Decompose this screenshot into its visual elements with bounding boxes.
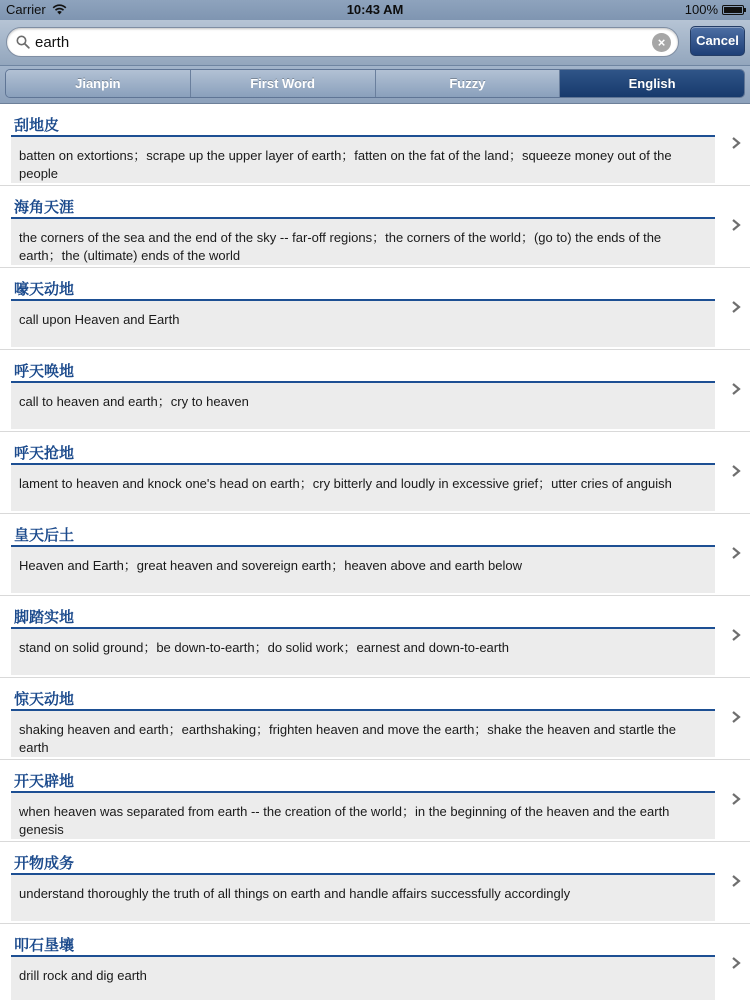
result-definition: Heaven and Earth；great heaven and sovereign earth；heaven above and earth below: [11, 547, 715, 593]
clock: 10:43 AM: [346, 2, 404, 17]
chevron-right-icon: [729, 136, 743, 150]
result-definition: drill rock and dig earth: [11, 957, 715, 1000]
result-definition: the corners of the sea and the end of the sky -- far-off regions；the corners of the world；(go to) the ends of the earth；the (ultimate) ends of the world: [11, 219, 715, 265]
battery-group: [685, 2, 744, 17]
cancel-button[interactable]: Cancel: [690, 26, 745, 56]
result-definition: batten on extortions；scrape up the upper layer of earth；fatten on the fat of the land；squeeze money out of the people: [11, 137, 715, 183]
result-word: 开物成务: [14, 854, 75, 872]
chevron-right-icon: [729, 464, 743, 478]
result-row[interactable]: [0, 350, 750, 432]
battery-icon: [722, 5, 744, 15]
result-row[interactable]: [0, 842, 750, 924]
status-bar: [0, 0, 750, 20]
segment-first-word[interactable]: First Word: [191, 70, 376, 97]
search-bar: [0, 20, 750, 66]
search-mode-bar: [0, 66, 750, 104]
segment-fuzzy[interactable]: Fuzzy: [376, 70, 561, 97]
search-field[interactable]: [6, 27, 679, 57]
battery-percent: 100%: [684, 2, 718, 17]
chevron-right-icon: [729, 792, 743, 806]
result-word: 叩石垦壤: [14, 936, 75, 954]
result-row[interactable]: [0, 596, 750, 678]
chevron-right-icon: [729, 710, 743, 724]
result-word: 海角天涯: [14, 198, 75, 216]
result-word: 惊天动地: [14, 690, 75, 708]
chevron-right-icon: [729, 956, 743, 970]
carrier-label: Carrier: [6, 2, 46, 17]
search-mode-segmented-control: [5, 69, 745, 98]
chevron-right-icon: [729, 218, 743, 232]
results-list: [0, 104, 750, 1000]
result-word: 皇天后土: [14, 526, 75, 544]
result-row[interactable]: [0, 760, 750, 842]
result-definition: call upon Heaven and Earth: [11, 301, 715, 347]
chevron-right-icon: [729, 628, 743, 642]
result-row[interactable]: [0, 104, 750, 186]
result-row[interactable]: [0, 514, 750, 596]
result-row[interactable]: [0, 268, 750, 350]
result-word: 嚎天动地: [14, 280, 75, 298]
chevron-right-icon: [729, 300, 743, 314]
chevron-right-icon: [729, 546, 743, 560]
result-word: 刮地皮: [14, 116, 60, 134]
search-input[interactable]: [35, 31, 645, 53]
result-definition: understand thoroughly the truth of all things on earth and handle affairs successfully accordingly: [11, 875, 715, 921]
result-definition: when heaven was separated from earth -- the creation of the world；in the beginning of the heaven and the earth genesis: [11, 793, 715, 839]
result-word: 呼天唤地: [14, 362, 75, 380]
result-row[interactable]: [0, 924, 750, 1000]
result-definition: call to heaven and earth；cry to heaven: [11, 383, 715, 429]
result-row[interactable]: [0, 432, 750, 514]
result-word: 开天辟地: [14, 772, 75, 790]
result-definition: lament to heaven and knock one's head on earth；cry bitterly and loudly in excessive grief；utter cries of anguish: [11, 465, 715, 511]
battery-fill: [724, 7, 742, 13]
result-row[interactable]: [0, 186, 750, 268]
result-word: 脚踏实地: [14, 608, 75, 626]
result-definition: stand on solid ground；be down-to-earth；do solid work；earnest and down-to-earth: [11, 629, 715, 675]
segment-english[interactable]: English: [560, 70, 744, 97]
result-word: 呼天抢地: [14, 444, 75, 462]
segment-jianpin[interactable]: Jianpin: [6, 70, 191, 97]
result-definition: shaking heaven and earth；earthshaking；frighten heaven and move the earth；shake the heaven and startle the earth: [11, 711, 715, 757]
chevron-right-icon: [729, 874, 743, 888]
chevron-right-icon: [729, 382, 743, 396]
result-row[interactable]: [0, 678, 750, 760]
clear-search-icon[interactable]: ×: [652, 33, 671, 52]
search-icon: [16, 35, 30, 49]
